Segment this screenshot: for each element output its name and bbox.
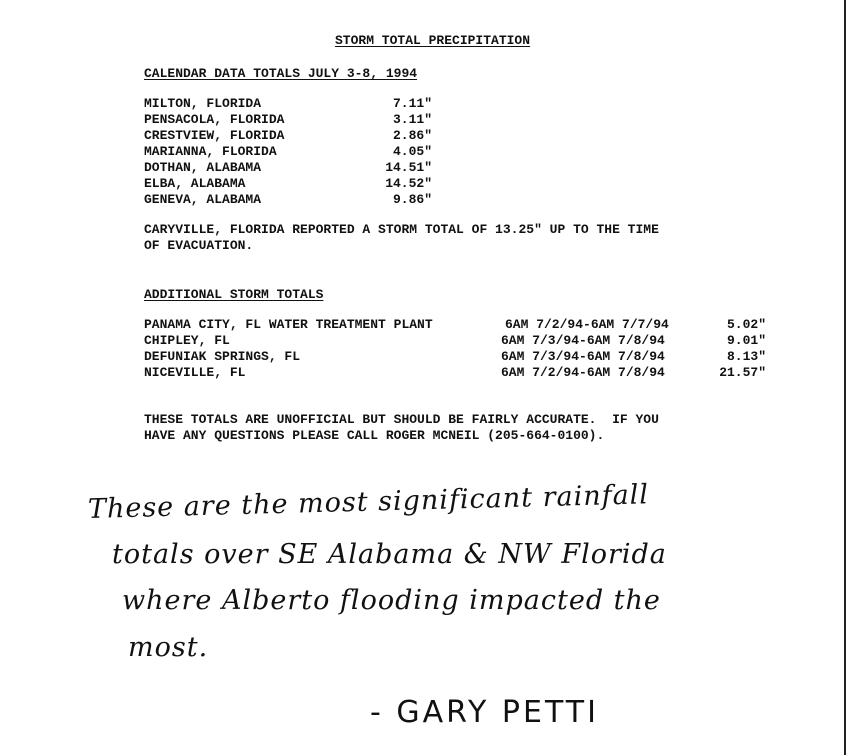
period-label: 6AM 7/2/94-6AM 7/8/94 (501, 365, 665, 380)
caryville-note: CARYVILLE, FLORIDA REPORTED A STORM TOTAL OF 13.25" UP TO THE TIME OF EVACUATION. (144, 222, 659, 253)
location-label: PENSACOLA, FLORIDA (144, 112, 285, 127)
location-label: ELBA, ALABAMA (144, 176, 246, 191)
additional-totals-list (144, 317, 774, 381)
list-item (144, 176, 444, 192)
rainfall-total: 5.02" (726, 317, 766, 332)
handwritten-signature: - GARY PETTI (370, 695, 599, 730)
rainfall-total: 9.01" (726, 333, 766, 348)
location-label: GENEVA, ALABAMA (144, 192, 262, 207)
handwritten-note-line: These are the most significant rainfall (87, 479, 650, 525)
rainfall-total: 8.13" (726, 349, 766, 364)
handwritten-note-line: totals over SE Alabama & NW Florida (112, 539, 667, 570)
calendar-data-heading: CALENDAR DATA TOTALS JULY 3-8, 1994 (144, 66, 418, 81)
list-item (144, 192, 444, 208)
location-label: CRESTVIEW, FLORIDA (144, 128, 285, 143)
list-item (144, 333, 774, 349)
location-label: PANAMA CITY, FL WATER TREATMENT PLANT (144, 317, 433, 332)
list-item (144, 317, 774, 333)
rainfall-total: 14.51" (385, 160, 432, 175)
location-label: DOTHAN, ALABAMA (144, 160, 262, 175)
rainfall-total: 9.86" (392, 192, 432, 207)
list-item (144, 112, 444, 128)
period-label: 6AM 7/3/94-6AM 7/8/94 (501, 333, 665, 348)
rainfall-total: 3.11" (392, 112, 432, 127)
period-label: 6AM 7/2/94-6AM 7/7/94 (505, 317, 669, 332)
location-label: NICEVILLE, FL (144, 365, 246, 380)
document-title: STORM TOTAL PRECIPITATION (335, 33, 531, 48)
location-label: CHIPLEY, FL (144, 333, 230, 348)
location-label: MARIANNA, FLORIDA (144, 144, 277, 159)
list-item (144, 128, 444, 144)
rainfall-total: 7.11" (392, 96, 432, 111)
location-label: DEFUNIAK SPRINGS, FL (144, 349, 301, 364)
location-label: MILTON, FLORIDA (144, 96, 262, 111)
disclaimer-text: THESE TOTALS ARE UNOFFICIAL BUT SHOULD BE FAIRLY ACCURATE. IF YOU HAVE ANY QUESTIONS PLEASE CALL ROGER MCNEIL (205-664-0100). (144, 412, 659, 443)
rainfall-total: 14.52" (385, 176, 432, 191)
handwritten-note-line: most. (128, 632, 209, 663)
list-item (144, 160, 444, 176)
list-item (144, 96, 444, 112)
calendar-totals-list (144, 96, 444, 208)
period-label: 6AM 7/3/94-6AM 7/8/94 (501, 349, 665, 364)
list-item (144, 365, 774, 381)
scan-edge-line (844, 0, 846, 755)
list-item (144, 349, 774, 365)
handwritten-note-line: where Alberto flooding impacted the (122, 585, 661, 616)
additional-totals-heading: ADDITIONAL STORM TOTALS (144, 287, 324, 302)
rainfall-total: 4.05" (392, 144, 432, 159)
rainfall-total: 2.86" (392, 128, 432, 143)
rainfall-total: 21.57" (719, 365, 766, 380)
list-item (144, 144, 444, 160)
